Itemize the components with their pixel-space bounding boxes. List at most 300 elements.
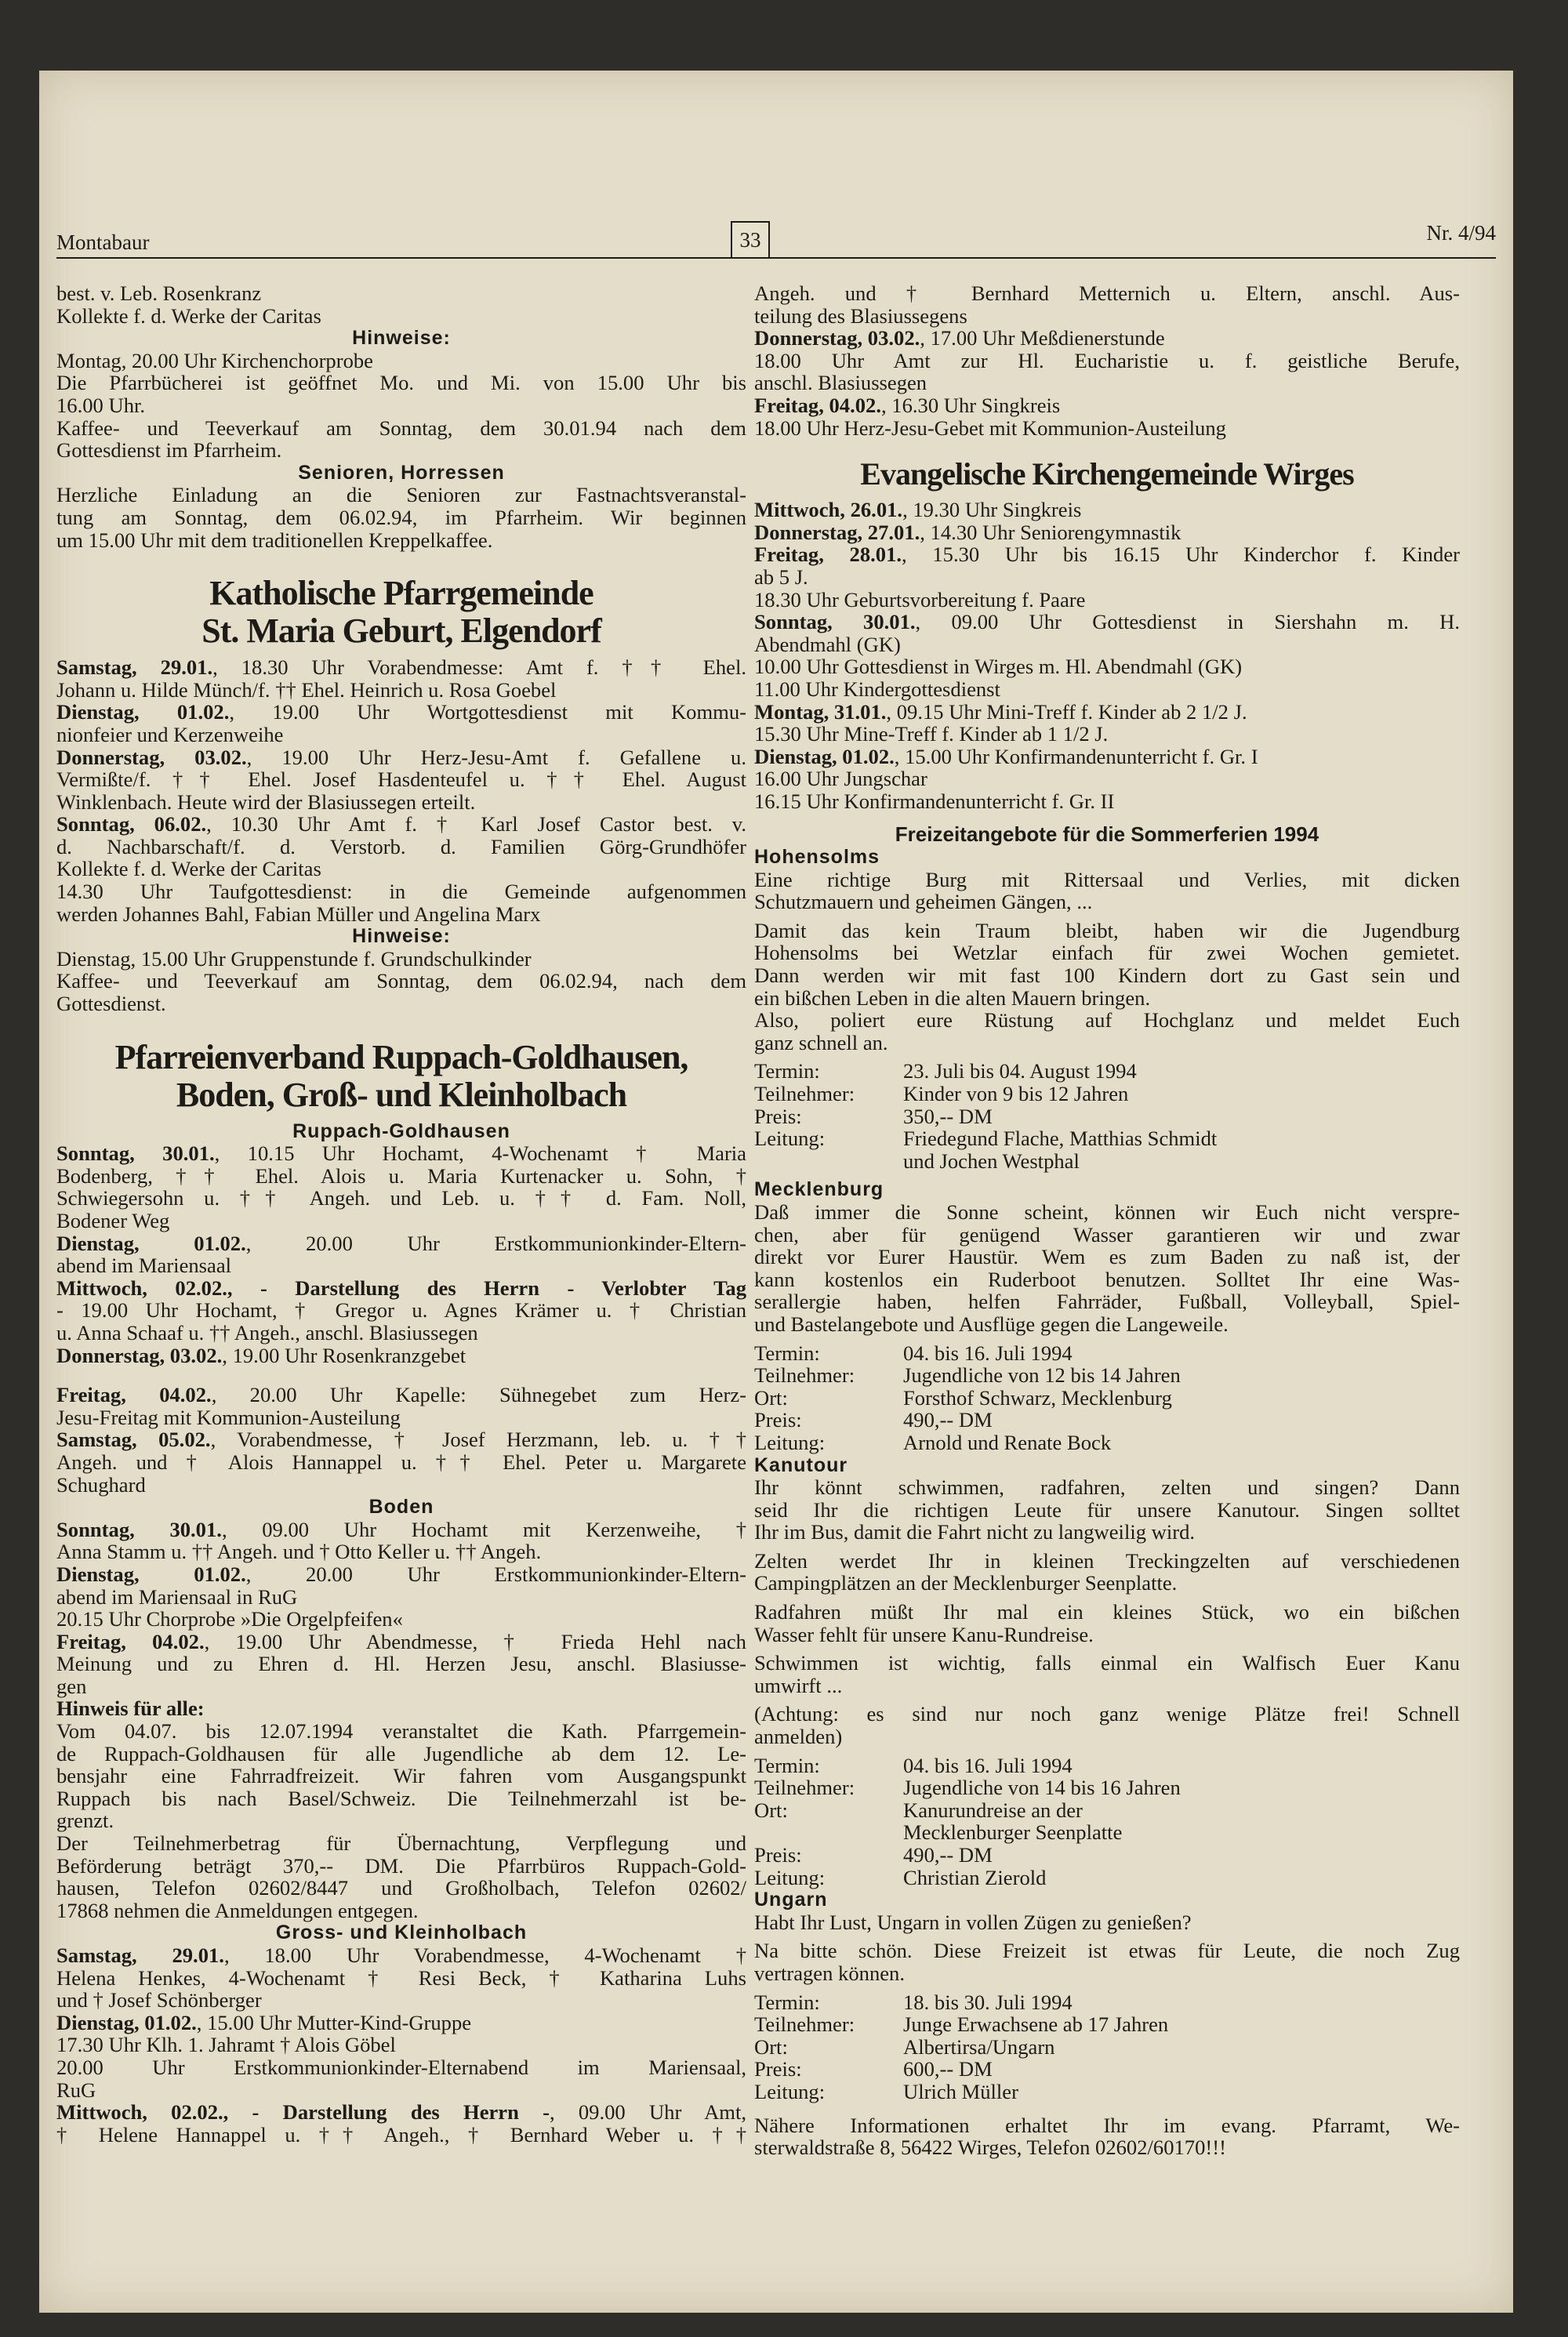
info-label: Teilnehmer: <box>754 1082 855 1105</box>
left-column <box>56 282 746 2146</box>
line-text: Johann u. Hilde Münch/f. †† Ehel. Heinrich u. Rosa Goebel <box>56 677 557 702</box>
line-text: Meinung und zu Ehren d. Hl. Herzen Jesu, anschl. Blasiusse- <box>56 1652 746 1676</box>
line-text: Kaffee- und Teeverkauf am Sonntag, dem 30.01.94 nach dem <box>56 416 746 440</box>
text-line <box>56 1743 746 1765</box>
text-line <box>56 1540 746 1563</box>
info-value: Christian Zierold <box>903 1865 1047 1889</box>
text-line <box>56 1299 746 1322</box>
text-line <box>754 1911 1460 1934</box>
info-label: Leitung: <box>754 2079 826 2103</box>
text-line <box>754 768 1460 790</box>
text-line <box>56 992 746 1015</box>
info-label <box>754 1821 903 1844</box>
info-row <box>754 1150 1460 1173</box>
right-top-block <box>754 282 1460 439</box>
info-value: Friedegund Flache, Matthias Schmidt <box>903 1127 1218 1151</box>
text-line <box>754 394 1460 417</box>
line-text: Habt Ihr Lust, Ungarn in vollen Zügen zu genießen? <box>754 1910 1192 1934</box>
text-line <box>754 1476 1460 1499</box>
text-line <box>754 1521 1460 1544</box>
ruppach-block <box>56 1142 746 1366</box>
bold-date: Sonntag, 30.01. <box>56 1517 222 1541</box>
line-text: RuG <box>56 2078 96 2102</box>
line-text: chen, aber für genügend Wasser garantieren wir und zwar <box>754 1222 1460 1247</box>
text-line <box>754 350 1460 372</box>
page-header <box>56 143 1496 268</box>
text-line <box>754 1290 1460 1313</box>
text-line <box>56 1900 746 1922</box>
line-text: Gottesdienst im Pfarrheim. <box>56 438 282 463</box>
info-label <box>754 1150 903 1173</box>
line-text: Schwiegersohn u. †† Angeh. und Leb. u. †† d. Fam. Noll, <box>56 1186 746 1210</box>
text-line <box>56 1720 746 1743</box>
info-row <box>754 1991 1460 2014</box>
line-text: ab 5 J. <box>754 564 808 589</box>
ungarn-block <box>754 1911 1460 1934</box>
info-value: Jugendliche von 12 bis 14 Jahren <box>903 1363 1181 1388</box>
text-line <box>56 2034 746 2056</box>
line-text: 20.00 Uhr Erstkommunionkinder-Elternabend im Mariensaal, <box>56 2055 746 2079</box>
line-text: 16.00 Uhr Jungschar <box>754 767 927 791</box>
line-text: Schutzmauern und geheimen Gängen, ... <box>754 890 1093 914</box>
hinweise2-title: Hinweise: <box>352 925 451 948</box>
line-text: 16.15 Uhr Konfirmandenunterricht f. Gr. II <box>754 789 1115 813</box>
line-text: (Achtung: es sind nur noch ganz wenige Plätze frei! Schnell <box>754 1702 1460 1726</box>
text-line <box>754 543 1460 566</box>
info-value: Kinder von 9 bis 12 Jahren <box>903 1082 1129 1105</box>
info-value: Arnold und Renate Bock <box>903 1430 1112 1454</box>
line-text: 15.30 Uhr Mine-Treff f. Kinder ab 1 1/2 J. <box>754 722 1109 746</box>
text-line <box>56 1809 746 1832</box>
info-row <box>754 1387 1460 1410</box>
text-line <box>56 1608 746 1631</box>
line-text: , 16.30 Uhr Singkreis <box>881 393 1061 417</box>
line-text: , 09.15 Uhr Mini-Treff f. Kinder ab 2 1/2 J. <box>886 699 1247 724</box>
info-value: 490,-- DM <box>903 1843 993 1867</box>
line-text: um 15.00 Uhr mit dem traditionellen Kreppelkaffee. <box>56 528 493 552</box>
info-row <box>754 1364 1460 1387</box>
kanutour-title: Kanutour <box>754 1453 848 1476</box>
info-value: 490,-- DM <box>903 1408 993 1432</box>
bold-date: Hinweis für alle: <box>56 1697 205 1721</box>
issue-number: Nr. 4/94 <box>1426 221 1496 245</box>
line-text: Ihr könnt schwimmen, radfahren, zelten und singen? Dann <box>754 1475 1460 1500</box>
text-line <box>754 372 1460 394</box>
text-line <box>56 506 746 529</box>
line-text: Abendmahl (GK) <box>754 632 901 656</box>
text-line <box>754 1675 1460 1697</box>
text-line <box>56 1631 746 1653</box>
line-text: Ihr im Bus, damit die Fahrt nicht zu langweilig wird. <box>754 1520 1196 1544</box>
line-text: Angeh. und † Alois Hannappel u. †† Ehel. Peter u. Margarete <box>56 1450 746 1474</box>
info-row <box>754 2081 1460 2103</box>
info-label: Preis: <box>754 1408 802 1432</box>
line-text: hausen, Telefon 02602/8447 und Großholbach, Telefon 02602/ <box>56 1876 746 1900</box>
line-text: Bodener Weg <box>56 1209 170 1232</box>
gross-subtitle: Gross- und Kleinholbach <box>275 1921 528 1944</box>
line-text: 18.00 Uhr Amt zur Hl. Eucharistie u. f. geistliche Berufe, <box>754 348 1460 372</box>
info-value: Ulrich Müller <box>903 2079 1018 2103</box>
line-text: Schwimmen ist wichtig, falls einmal ein Walfisch Euer Kanu <box>754 1651 1460 1675</box>
line-text: , 20.00 Uhr Erstkommunionkinder-Eltern- <box>245 1562 746 1586</box>
text-line <box>56 679 746 702</box>
line-text: , 14.30 Uhr Seniorengymnastik <box>920 520 1181 544</box>
text-line <box>56 2079 746 2102</box>
bold-date: Samstag, 29.01. <box>56 655 213 680</box>
text-line <box>56 1675 746 1698</box>
text-line <box>56 1855 746 1878</box>
text-line <box>56 1832 746 1855</box>
line-text: Eine richtige Burg mit Rittersaal und Verlies, mit dicken <box>754 867 1460 891</box>
line-text: , 09.00 Uhr Amt, <box>550 2100 747 2125</box>
ungarn-info <box>754 1991 1460 2103</box>
text-line <box>56 1384 746 1406</box>
text-line <box>56 1187 746 1210</box>
boden-subtitle: Boden <box>368 1496 434 1519</box>
line-text: tung am Sonntag, dem 06.02.94, im Pfarrheim. Wir beginnen <box>56 505 746 529</box>
info-row <box>754 1342 1460 1365</box>
line-text: teilung des Blasiussegens <box>754 303 967 328</box>
text-line <box>56 1451 746 1474</box>
line-text: Also, poliert eure Rüstung auf Hochglanz und meldet Euch <box>754 1008 1460 1032</box>
text-line <box>754 1940 1460 1962</box>
text-line <box>754 1726 1460 1748</box>
text-line <box>754 1962 1460 1985</box>
line-text: Gottesdienst. <box>56 992 166 1016</box>
text-line <box>56 724 746 746</box>
info-label: Termin: <box>754 1990 820 2014</box>
text-line <box>56 1787 746 1810</box>
text-line <box>56 1989 746 2012</box>
text-line <box>754 1268 1460 1291</box>
line-text: Zelten werdet Ihr in kleinen Treckingzelten auf verschiedenen <box>754 1548 1460 1573</box>
line-text: sterwaldstraße 8, 56422 Wirges, Telefon 02602/60170!!! <box>754 2136 1226 2160</box>
bold-date: Freitag, 04.02. <box>56 1383 212 1407</box>
line-text: abend im Mariensaal in RuG <box>56 1584 298 1609</box>
text-line <box>56 2012 746 2034</box>
line-text: vertragen können. <box>754 1961 905 1985</box>
line-text: kann kostenlos ein Ruderboot benutzen. Solltet Ihr eine Was- <box>754 1267 1460 1291</box>
line-text: , 20.00 Uhr Kapelle: Sühnegebet zum Herz- <box>211 1383 746 1407</box>
line-text: Daß immer die Sonne scheint, können wir Euch nicht verspre- <box>754 1199 1460 1224</box>
info-label: Termin: <box>754 1753 820 1777</box>
text-line <box>754 2114 1460 2137</box>
line-text: und † Josef Schönberger <box>56 1988 262 2012</box>
line-text: , 17.00 Uhr Meßdienerstunde <box>920 326 1165 350</box>
text-line <box>56 1322 746 1345</box>
info-label: Leitung: <box>754 1865 826 1889</box>
heading-line: St. Maria Geburt, Elgendorf <box>201 611 601 651</box>
line-text: 10.00 Uhr Gottesdienst in Wirges m. Hl. Abendmahl (GK) <box>754 655 1243 679</box>
text-line <box>56 2101 746 2124</box>
info-value: 04. bis 16. Juli 1994 <box>903 1753 1073 1777</box>
evangelisch-block <box>754 499 1460 812</box>
text-line <box>754 655 1460 678</box>
elgendorf-block <box>56 656 746 925</box>
info-value: 600,-- DM <box>903 2057 993 2081</box>
text-line <box>56 880 746 903</box>
bold-date: Sonntag, 30.01. <box>754 610 916 634</box>
info-value: 18. bis 30. Juli 1994 <box>903 1990 1073 2014</box>
text-line <box>754 790 1460 813</box>
line-text: Jesu-Freitag mit Kommunion-Austeilung <box>56 1405 401 1429</box>
line-text: Beförderung beträgt 370,-- DM. Die Pfarrbüros Ruppach-Gold- <box>56 1853 746 1878</box>
line-text: 17868 nehmen die Anmeldungen entgegen. <box>56 1898 419 1922</box>
bold-date: Freitag, 04.02. <box>754 393 881 417</box>
text-line <box>754 1652 1460 1675</box>
text-line <box>754 589 1460 611</box>
kanutour-block-4 <box>754 1652 1460 1697</box>
info-label: Ort: <box>754 1385 788 1410</box>
line-text: Wasser fehlt für unsere Kanu-Rundreise. <box>754 1622 1094 1646</box>
text-line <box>56 813 746 836</box>
text-line <box>754 282 1460 305</box>
closing-block <box>754 2114 1460 2159</box>
info-label: Leitung: <box>754 1430 826 1454</box>
hinweise-block <box>56 350 746 462</box>
info-value: Kanurundreise an der <box>903 1798 1083 1822</box>
info-row <box>754 1105 1460 1128</box>
text-line <box>56 1944 746 1967</box>
newspaper-page <box>39 71 1513 2313</box>
line-text: Kollekte f. d. Werke der Caritas <box>56 303 321 328</box>
line-text: , 18.30 Uhr Vorabendmesse: Amt f. †† Ehel. <box>212 655 746 680</box>
info-row <box>754 1083 1460 1105</box>
line-text: nionfeier und Kerzenweihe <box>56 722 284 746</box>
line-text: Damit das kein Traum bleibt, haben wir die Jugendburg <box>754 918 1460 942</box>
line-text: Nähere Informationen erhaltet Ihr im evang. Pfarramt, We- <box>754 2113 1460 2137</box>
info-row <box>754 1844 1460 1867</box>
info-row <box>754 1127 1460 1150</box>
line-text: , 18.00 Uhr Vorabendmesse, 4-Wochenamt † <box>223 1943 746 1967</box>
senioren-title: Senioren, Horressen <box>298 461 505 484</box>
info-value: 04. bis 16. Juli 1994 <box>903 1341 1073 1365</box>
line-text: Winklenbach. Heute wird der Blasiussegen erteilt. <box>56 789 476 814</box>
line-text: Na bitte schön. Diese Freizeit ist etwas für Leute, die noch Zug <box>754 1939 1460 1963</box>
kanutour-block-3 <box>754 1601 1460 1646</box>
text-line <box>754 1499 1460 1522</box>
line-text: Dienstag, 15.00 Uhr Gruppenstunde f. Grundschulkinder <box>56 946 532 971</box>
line-text: anmelden) <box>754 1725 843 1749</box>
info-label: Preis: <box>754 1104 802 1128</box>
line-text: u. Anna Schaaf u. †† Angeh., anschl. Blasiussegen <box>56 1320 478 1345</box>
bold-date: Donnerstag, 27.01. <box>754 520 920 544</box>
kanutour-block-5 <box>754 1703 1460 1747</box>
text-line <box>56 1474 746 1497</box>
text-line <box>754 305 1460 328</box>
line-text: und Bastelangebote und Ausflüge gegen die Langeweile. <box>754 1312 1229 1336</box>
info-label: Termin: <box>754 1341 820 1365</box>
info-label: Preis: <box>754 2057 802 2081</box>
text-line <box>754 920 1460 942</box>
line-text: , 19.00 Uhr Abendmesse, † Frieda Hehl nach <box>204 1629 746 1653</box>
line-text: ein bißchen Leben in die alten Mauern bringen. <box>754 985 1151 1010</box>
text-line <box>56 439 746 462</box>
bold-date: Donnerstag, 03.02. <box>754 326 920 350</box>
info-label: Ort: <box>754 2034 788 2059</box>
text-line <box>56 1406 746 1429</box>
text-line <box>754 566 1460 589</box>
bold-date: Montag, 31.01. <box>754 699 887 724</box>
line-text: Der Teilnehmerbetrag für Übernachtung, Verpflegung und <box>56 1831 746 1856</box>
ruppach-subtitle: Ruppach-Goldhausen <box>292 1120 510 1142</box>
line-text: 18.30 Uhr Geburtsvorbereitung f. Paare <box>754 587 1086 611</box>
line-text: , 19.00 Uhr Wortgottesdienst mit Kommu- <box>229 700 746 724</box>
senioren-block <box>56 484 746 551</box>
bold-date: Donnerstag, 03.02. <box>56 1343 223 1367</box>
info-value: Forsthof Schwarz, Mecklenburg <box>903 1385 1172 1410</box>
text-line <box>56 282 746 305</box>
bold-date: Samstag, 29.01. <box>56 1943 224 1967</box>
text-line <box>754 327 1460 350</box>
text-line <box>56 305 746 328</box>
text-line <box>56 746 746 769</box>
line-text: , 15.00 Uhr Konfirmandenunterricht f. Gr. I <box>894 744 1258 768</box>
text-line <box>56 836 746 858</box>
info-row <box>754 1776 1460 1799</box>
line-text: werden Johannes Bahl, Fabian Müller und Angelina Marx <box>56 902 541 926</box>
text-line <box>754 891 1460 913</box>
text-line <box>56 2056 746 2079</box>
text-line <box>754 746 1460 768</box>
bold-date: Dienstag, 01.02. <box>56 1231 246 1255</box>
info-row <box>754 2013 1460 2036</box>
info-value: Mecklenburger Seenplatte <box>903 1820 1123 1845</box>
line-text: , 19.00 Uhr Herz-Jesu-Amt f. Gefallene u. <box>246 745 746 769</box>
line-text: abend im Mariensaal <box>56 1254 232 1278</box>
info-value: 350,-- DM <box>903 1104 993 1128</box>
hohensolms-title: Hohensolms <box>754 846 880 869</box>
line-text: , 19.00 Uhr Rosenkranzgebet <box>222 1343 466 1367</box>
line-text: 16.00 Uhr. <box>56 393 146 417</box>
line-text: Vom 04.07. bis 12.07.1994 veranstaltet die Kath. Pfarrgemein- <box>56 1719 746 1744</box>
text-line <box>754 869 1460 891</box>
text-line <box>754 723 1460 746</box>
info-row <box>754 1432 1460 1454</box>
text-line <box>754 678 1460 701</box>
line-text: Montag, 20.00 Uhr Kirchenchorprobe <box>56 348 373 372</box>
text-line <box>56 701 746 724</box>
text-line <box>56 970 746 992</box>
line-text: grenzt. <box>56 1809 114 1833</box>
ruppach-heading <box>56 1039 746 1114</box>
hohensolms-block <box>754 869 1460 913</box>
text-line <box>56 656 746 679</box>
line-text: , 10.15 Uhr Hochamt, 4-Wochenamt † Maria <box>214 1141 746 1166</box>
line-text: , 10.30 Uhr Amt f. † Karl Josef Castor best. v. <box>206 812 747 836</box>
text-line <box>56 1210 746 1232</box>
bold-date: Mittwoch, 02.02., - Darstellung des Herrn - Verlobter Tag <box>56 1276 746 1300</box>
mecklenburg-block <box>754 1201 1460 1336</box>
hinweise-title: Hinweise: <box>352 327 451 350</box>
kanutour-info <box>754 1755 1460 1889</box>
text-line <box>56 484 746 506</box>
text-line <box>754 633 1460 656</box>
line-text: seid Ihr die richtigen Leute für unsere Kanutour. Singen solltet <box>754 1497 1460 1522</box>
bold-date: Sonntag, 30.01. <box>56 1141 215 1166</box>
line-text: bensjahr eine Fahrradfreizeit. Wir fahren vom Ausgangspunkt <box>56 1764 746 1788</box>
line-text: , 09.00 Uhr Gottesdienst in Siershahn m. H. <box>915 610 1460 634</box>
hohensolms-block-2 <box>754 920 1460 1054</box>
text-line <box>754 1032 1460 1054</box>
line-text: 20.15 Uhr Chorprobe »Die Orgelpfeifen« <box>56 1607 403 1631</box>
info-value: Jugendliche von 14 bis 16 Jahren <box>903 1776 1181 1800</box>
line-text: Hohensolms bei Wetzlar einfach für zwei Wochen gemietet. <box>754 941 1460 965</box>
info-row <box>754 1060 1460 1083</box>
hohensolms-info <box>754 1060 1460 1172</box>
text-line <box>754 1224 1460 1247</box>
gross-block <box>56 1944 746 2146</box>
bold-date: Dienstag, 01.02. <box>754 744 895 768</box>
info-value: und Jochen Westphal <box>903 1149 1080 1173</box>
line-text: de Ruppach-Goldhausen für alle Jugendliche ab dem 12. Le- <box>56 1741 746 1765</box>
line-text: best. v. Leb. Rosenkranz <box>56 281 262 305</box>
info-label: Teilnehmer: <box>754 2012 855 2037</box>
text-line <box>56 858 746 880</box>
text-line <box>754 521 1460 544</box>
text-line <box>56 1563 746 1586</box>
line-text: , Vorabendmesse, † Josef Herzmann, leb. u. †† <box>210 1428 746 1452</box>
info-row <box>754 2036 1460 2059</box>
line-text: Angeh. und † Bernhard Metternich u. Eltern, anschl. Aus- <box>754 281 1460 305</box>
line-text: Schughard <box>56 1472 146 1497</box>
line-text: 18.00 Uhr Herz-Jesu-Gebet mit Kommunion-Austeilung <box>754 416 1226 440</box>
left-top-block <box>56 282 746 327</box>
info-value: Albertirsa/Ungarn <box>903 2034 1055 2059</box>
bold-date: Freitag, 04.02. <box>56 1629 205 1653</box>
line-text: ganz schnell an. <box>754 1030 888 1054</box>
line-text: Anna Stamm u. †† Angeh. und † Otto Keller u. †† Angeh. <box>56 1540 542 1564</box>
bold-date: Freitag, 28.01. <box>754 543 902 567</box>
freizeit-title: Freizeitangebote für die Sommerferien 1994 <box>895 822 1319 847</box>
text-line <box>754 942 1460 964</box>
line-text: , 15.00 Uhr Mutter-Kind-Gruppe <box>196 2010 472 2034</box>
text-line <box>754 1703 1460 1726</box>
text-line <box>56 791 746 814</box>
info-row <box>754 1867 1460 1889</box>
line-text: † Helene Hannappel u. †† Angeh., † Bernhard Weber u. †† <box>56 2122 746 2146</box>
line-text: Die Pfarrbücherei ist geöffnet Mo. und Mi. von 15.00 Uhr bis <box>56 371 746 395</box>
text-line <box>56 948 746 971</box>
bold-date: Samstag, 05.02. <box>56 1428 211 1452</box>
text-line <box>56 1877 746 1900</box>
text-line <box>56 1519 746 1541</box>
text-line <box>56 394 746 417</box>
text-line <box>56 417 746 440</box>
text-line <box>56 1653 746 1675</box>
info-label: Teilnehmer: <box>754 1363 855 1388</box>
line-text: , 15.30 Uhr bis 16.15 Uhr Kinderchor f. Kinder <box>902 543 1460 567</box>
text-line <box>56 1232 746 1255</box>
heading-line: Boden, Groß- und Kleinholbach <box>176 1075 627 1114</box>
line-text: direkt vor Eurer Haustür. Wem es zum Baden zu naß ist, der <box>754 1245 1460 1269</box>
line-text: Campingplätzen an der Mecklenburger Seenplatte. <box>754 1571 1178 1595</box>
text-line <box>754 1550 1460 1573</box>
info-row <box>754 1409 1460 1432</box>
text-line <box>56 1428 746 1451</box>
text-line <box>56 372 746 394</box>
page-number: 33 <box>731 221 770 259</box>
line-text: d. Nachbarschaft/f. d. Verstorb. d. Familien Görg-Grundhöfer <box>56 834 746 858</box>
text-line <box>56 1765 746 1787</box>
bold-date: Dienstag, 01.02. <box>56 700 230 724</box>
info-row <box>754 1821 1460 1844</box>
info-row <box>754 2058 1460 2081</box>
text-line <box>56 1586 746 1609</box>
info-value: 23. Juli bis 04. August 1994 <box>903 1059 1137 1083</box>
line-text: , 09.00 Uhr Hochamt mit Kerzenweihe, † <box>221 1517 746 1541</box>
line-text: Herzliche Einladung an die Senioren zur Fastnachtsveranstal- <box>56 483 746 507</box>
